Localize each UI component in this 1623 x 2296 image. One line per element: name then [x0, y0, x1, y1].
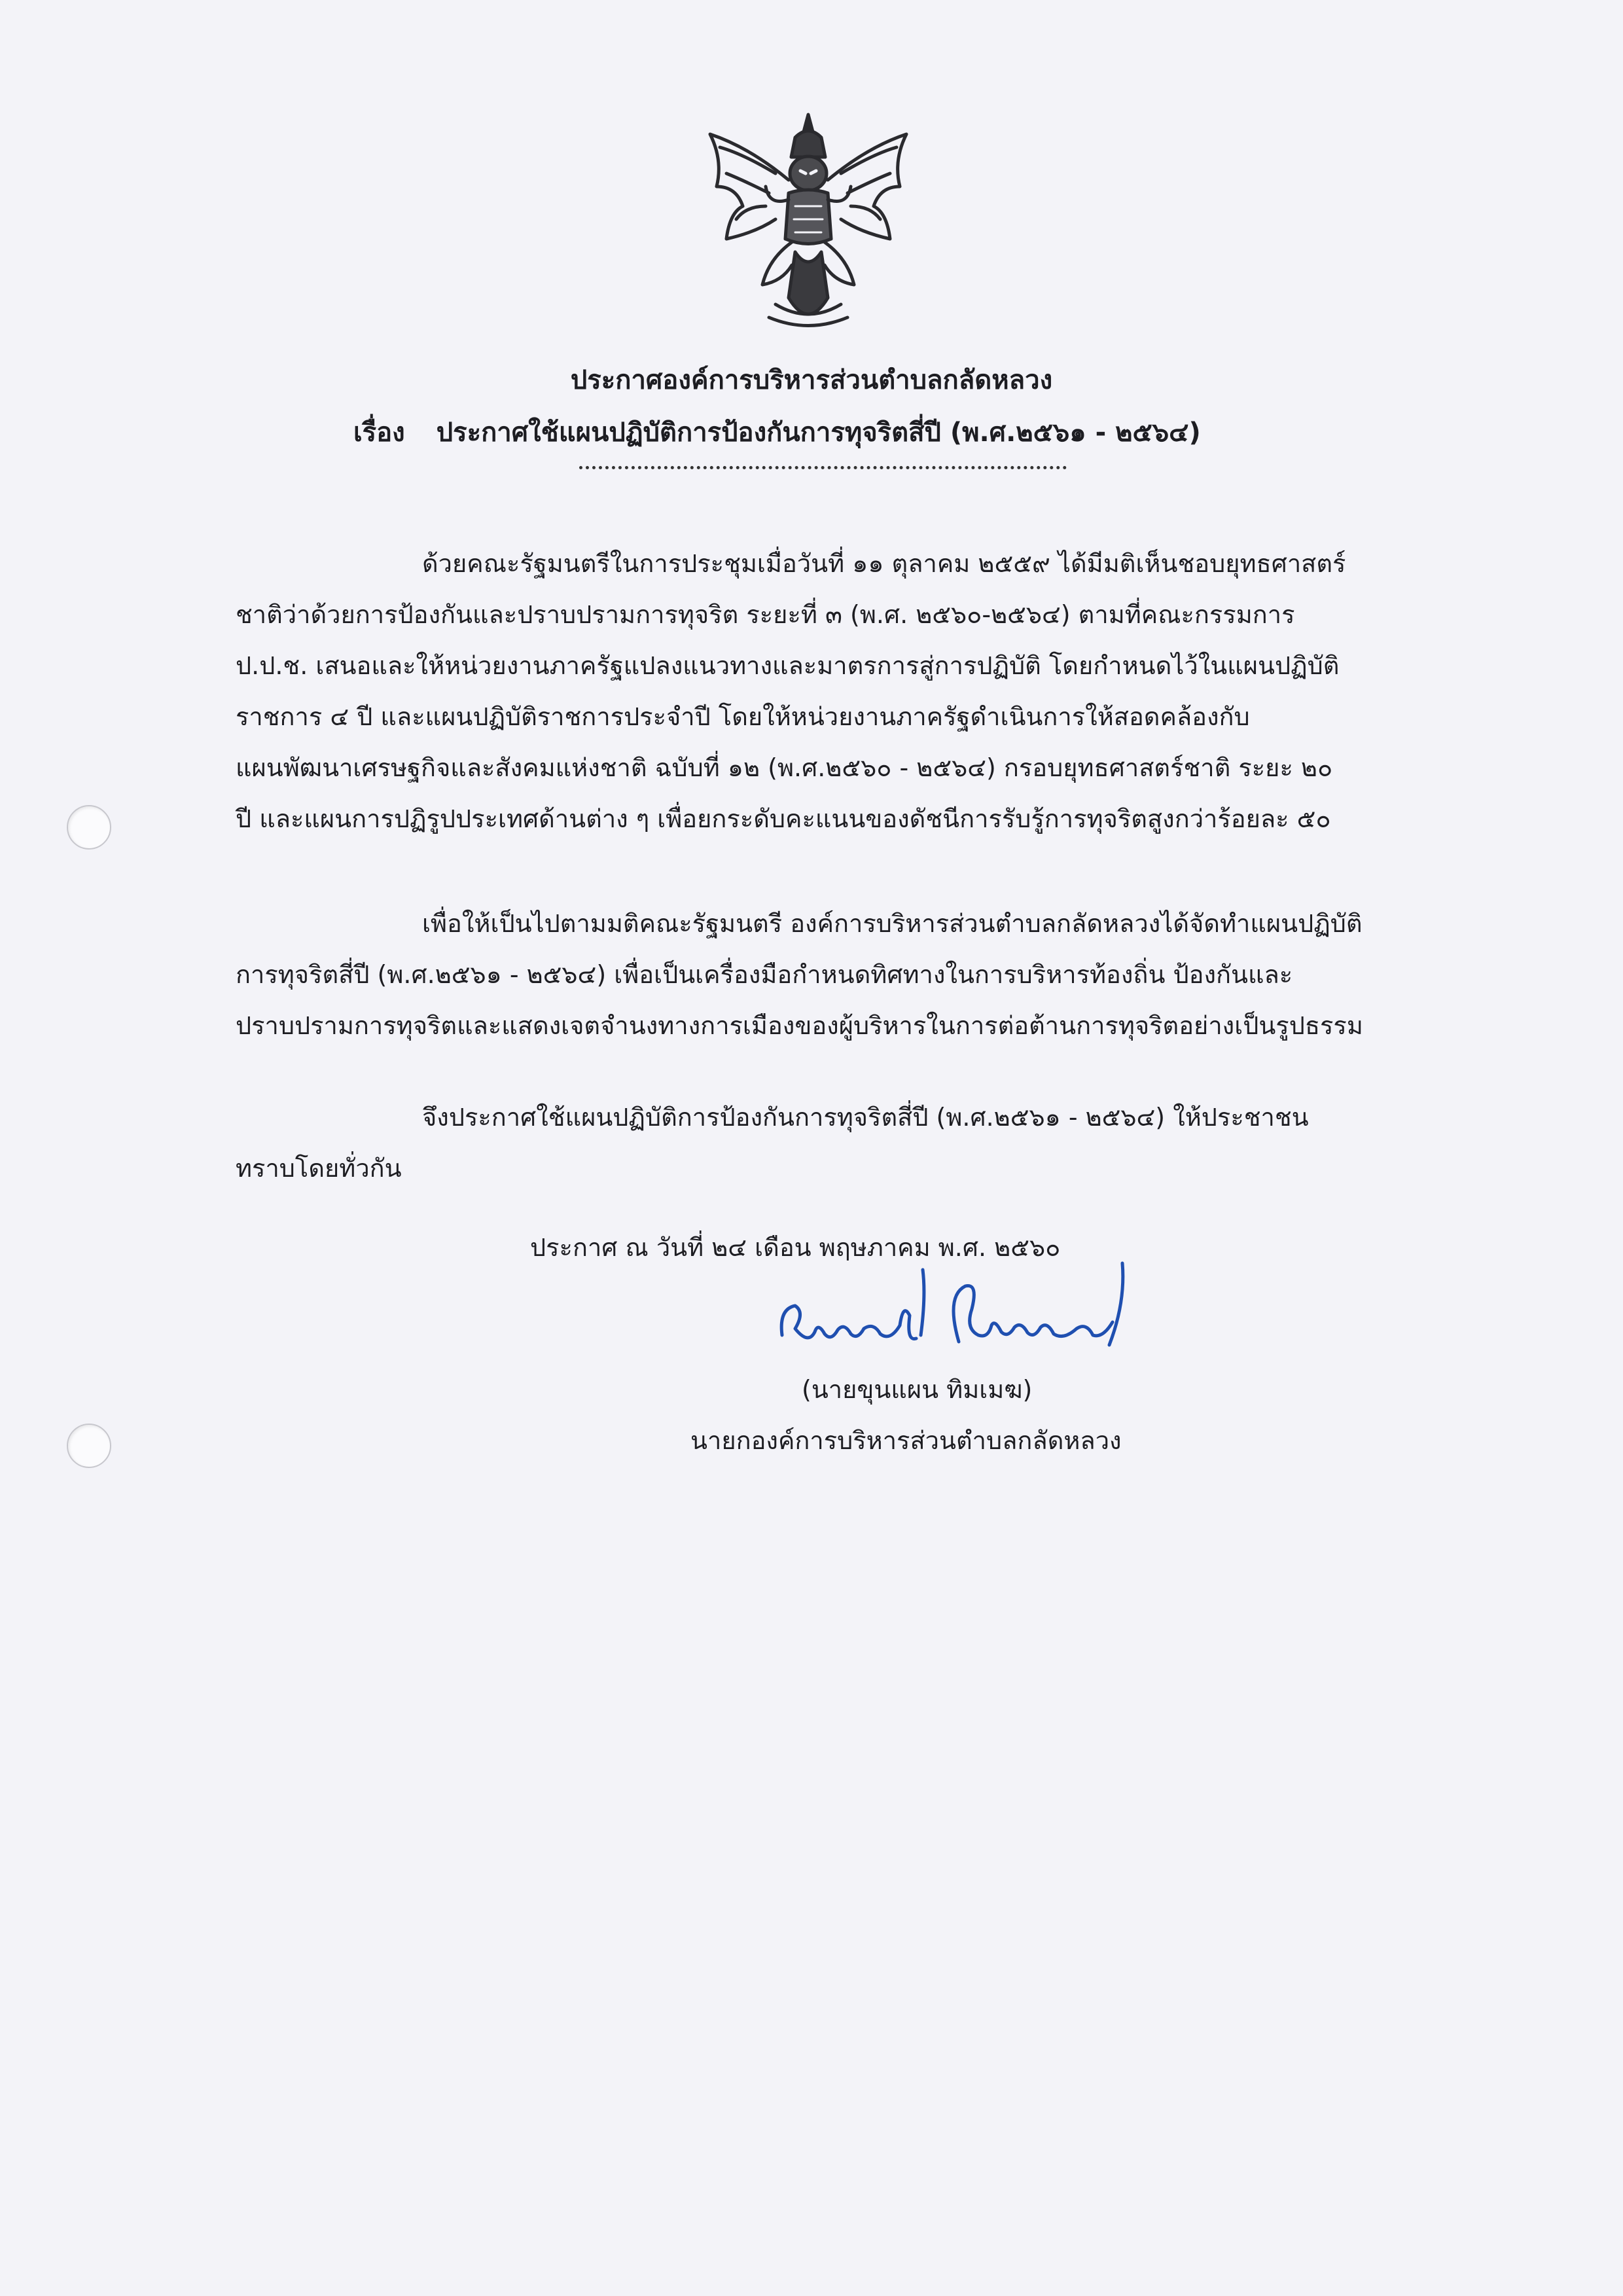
paragraph-line: ราชการ ๔ ปี และแผนปฏิบัติราชการประจำปี โดยให้หน่วยงานภาครัฐดำเนินการให้สอดคล้องกับ — [236, 702, 1250, 731]
subject-line — [353, 411, 1201, 453]
paragraph-line: จึงประกาศใช้แผนปฏิบัติการป้องกันการทุจริตสี่ปี (พ.ศ.๒๕๖๑ - ๒๕๖๔) ให้ประชาชน — [422, 1103, 1309, 1132]
paragraph-1 — [236, 538, 1466, 844]
paragraph-line: แผนพัฒนาเศรษฐกิจและสังคมแห่งชาติ ฉบับที่ ๑๒ (พ.ศ.๒๕๖๐ - ๒๕๖๔) กรอบยุทธศาสตร์ชาติ ระยะ ๒๐ — [236, 753, 1333, 782]
punch-hole-bottom — [67, 1424, 111, 1468]
signatory-name: (นายขุนแผน ทิมเมฆ) — [802, 1375, 1033, 1404]
paragraph-line: ทราบโดยทั่วกัน — [236, 1154, 402, 1183]
paragraph-3 — [236, 1092, 1466, 1194]
handwritten-signature — [769, 1257, 1149, 1371]
paragraph-line: ปราบปรามการทุจริตและแสดงเจตจำนงทางการเมืองของผู้บริหารในการต่อต้านการทุจริตอย่างเป็นรูปธรรม — [236, 1011, 1363, 1040]
paragraph-2 — [236, 898, 1466, 1051]
subject-label: เรื่อง — [353, 418, 405, 448]
subject-text: ประกาศใช้แผนปฏิบัติการป้องกันการทุจริตสี่ปี (พ.ศ.๒๕๖๑ - ๒๕๖๔) — [436, 418, 1201, 448]
paragraph-line: การทุจริตสี่ปี (พ.ศ.๒๕๖๑ - ๒๕๖๔) เพื่อเป็นเครื่องมือกำหนดทิศทางในการบริหารท้องถิ่น ป้องกันและ — [236, 960, 1293, 989]
announcement-date: ประกาศ ณ วันที่ ๒๔ เดือน พฤษภาคม พ.ศ. ๒๕๖๐ — [530, 1233, 1061, 1262]
paragraph-line: ด้วยคณะรัฐมนตรีในการประชุมเมื่อวันที่ ๑๑ ตุลาคม ๒๕๕๙ ได้มีมติเห็นชอบยุทธศาสตร์ — [422, 549, 1346, 578]
garuda-emblem-icon — [697, 108, 919, 334]
paragraph-line: ปี และแผนการปฏิรูปประเทศด้านต่าง ๆ เพื่อยกระดับคะแนนของดัชนีการรับรู้การทุจริตสูงกว่าร้อยละ ๕๐ — [236, 804, 1331, 833]
paragraph-line: ชาติว่าด้วยการป้องกันและปราบปรามการทุจริต ระยะที่ ๓ (พ.ศ. ๒๕๖๐-๒๕๖๔) ตามที่คณะกรรมการ — [236, 600, 1295, 629]
signatory-position: นายกองค์การบริหารส่วนตำบลกลัดหลวง — [690, 1426, 1122, 1455]
announcement-title: ประกาศองค์การบริหารส่วนตำบลกลัดหลวง — [570, 365, 1053, 395]
dotted-separator — [579, 466, 1067, 469]
punch-hole-top — [67, 805, 111, 850]
paragraph-line: เพื่อให้เป็นไปตามมติคณะรัฐมนตรี องค์การบริหารส่วนตำบลกลัดหลวงได้จัดทำแผนปฏิบัติ — [422, 909, 1363, 938]
paragraph-line: ป.ป.ช. เสนอและให้หน่วยงานภาครัฐแปลงแนวทางและมาตรการสู่การปฏิบัติ โดยกำหนดไว้ในแผนปฏิบัติ — [236, 651, 1340, 680]
